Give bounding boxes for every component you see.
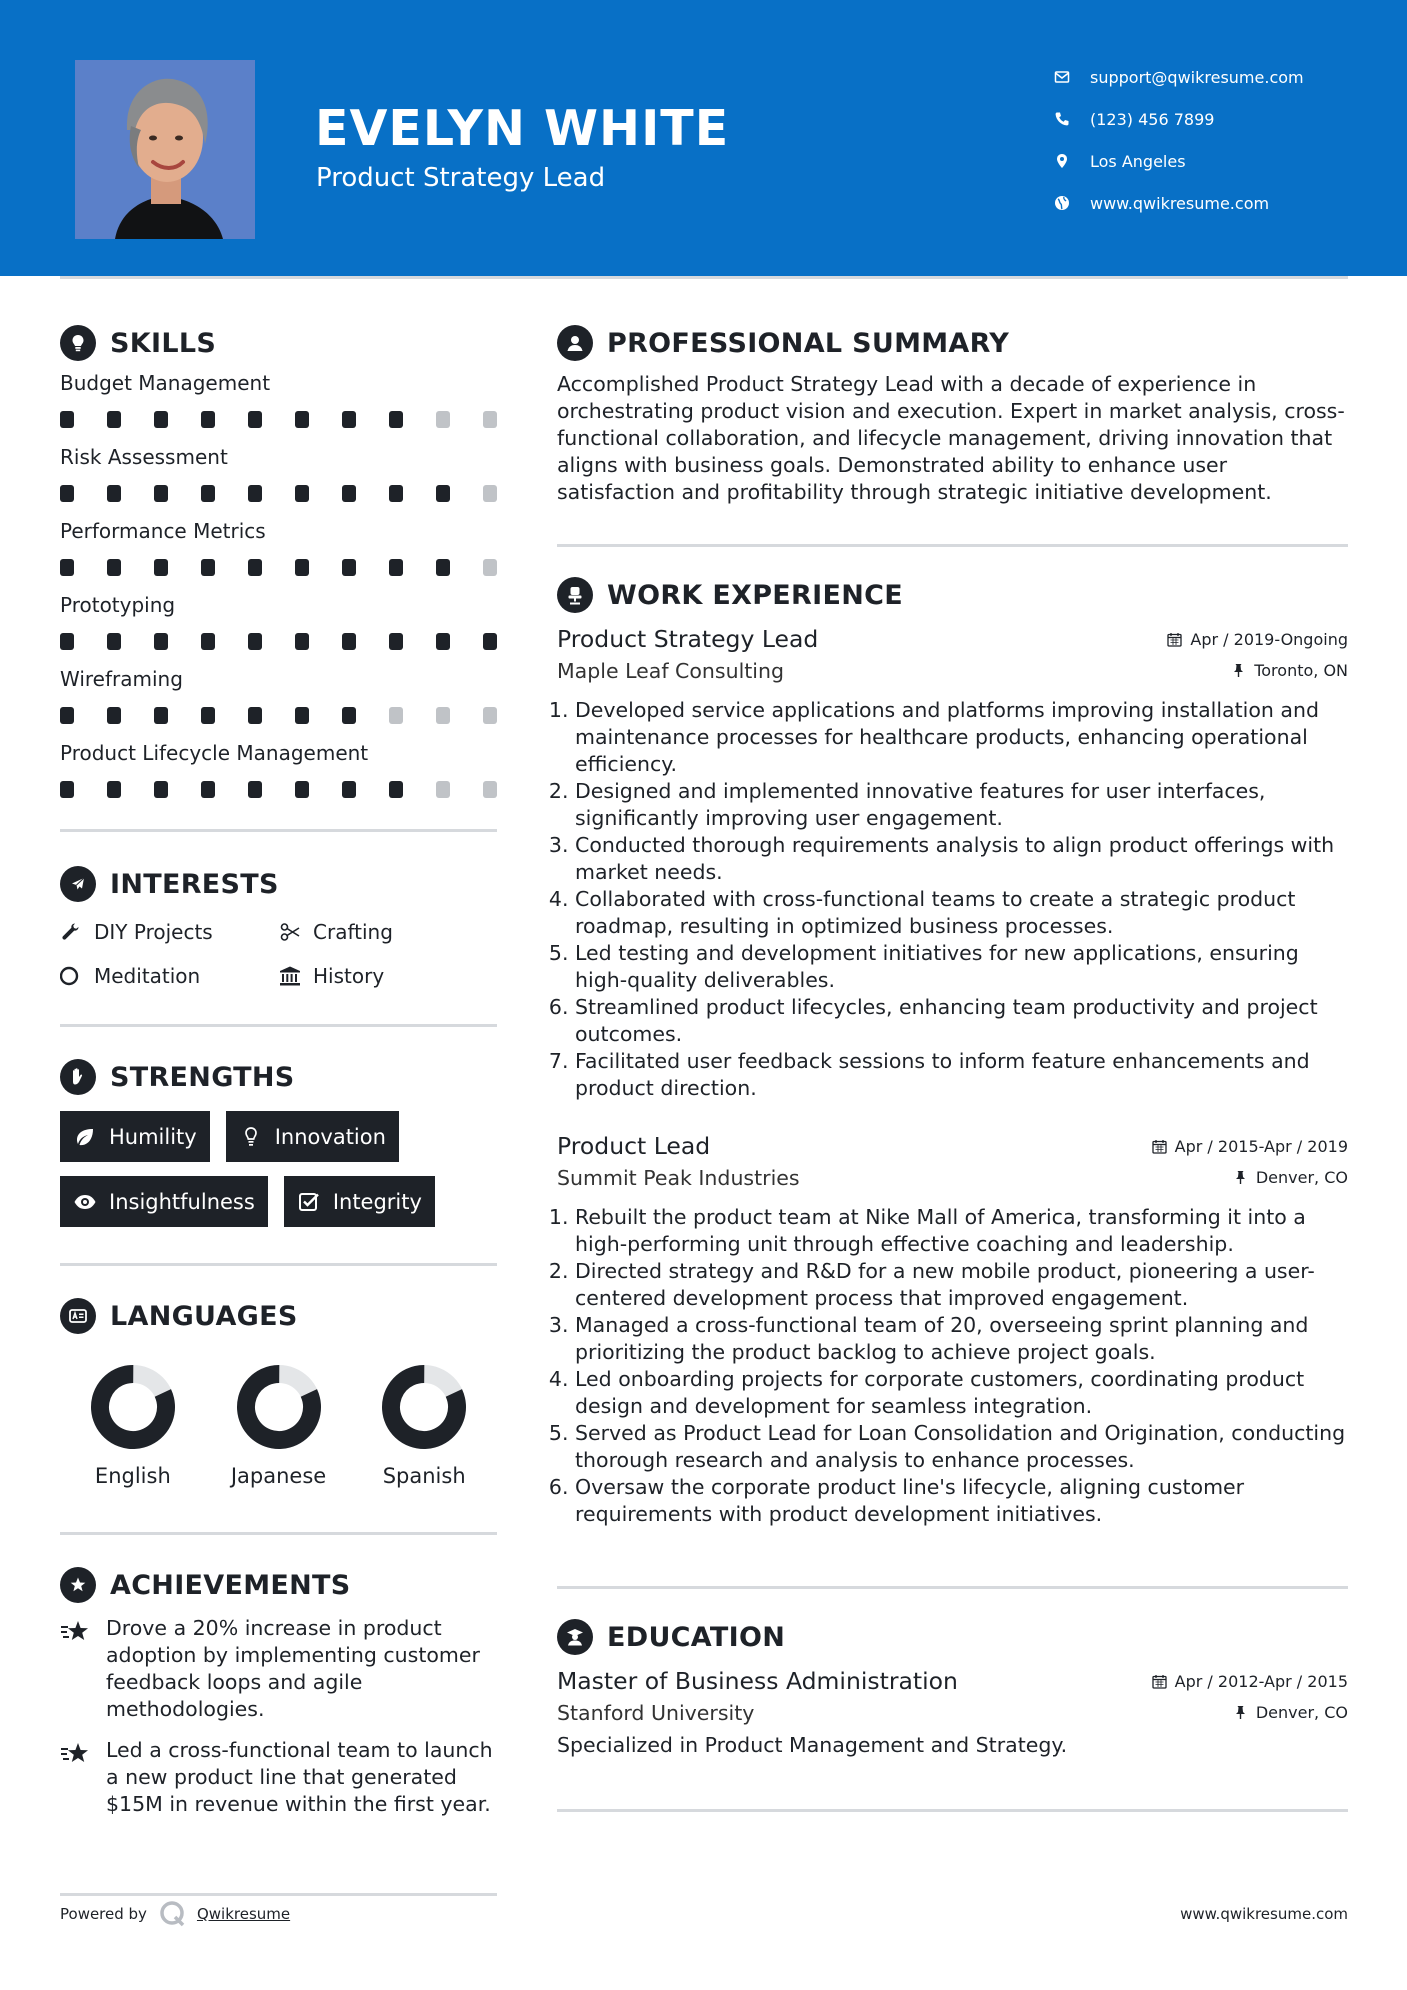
rating-dot-filled bbox=[201, 485, 215, 502]
scissors-icon bbox=[279, 921, 301, 943]
languages-list bbox=[60, 1364, 497, 1488]
qwikresume-logo-icon bbox=[159, 1900, 187, 1928]
rating-dot-empty bbox=[483, 707, 497, 724]
map-pin-icon bbox=[1054, 153, 1070, 169]
rating-dot-filled bbox=[342, 411, 356, 428]
section-divider bbox=[557, 544, 1348, 547]
rating-dot-filled bbox=[107, 781, 121, 798]
job-location-text: Toronto, ON bbox=[1254, 661, 1348, 680]
eye-icon bbox=[73, 1190, 97, 1214]
job-entry bbox=[557, 625, 1348, 1102]
job-company: Maple Leaf Consulting bbox=[557, 659, 785, 683]
interests-list bbox=[60, 918, 497, 990]
rating-dot-filled bbox=[342, 485, 356, 502]
rating-dot-filled bbox=[248, 707, 262, 724]
rating-dot-filled bbox=[107, 485, 121, 502]
job-location-text: Denver, CO bbox=[1255, 1168, 1348, 1187]
rating-dot-filled bbox=[295, 633, 309, 650]
rating-dot-filled bbox=[248, 633, 262, 650]
language-gauge bbox=[90, 1364, 176, 1450]
rating-dot-filled bbox=[295, 781, 309, 798]
skill-name: Performance Metrics bbox=[60, 519, 266, 543]
interests-section bbox=[60, 864, 497, 990]
graduate-icon bbox=[557, 1619, 593, 1655]
rating-dot-empty bbox=[436, 411, 450, 428]
summary-section bbox=[557, 323, 1348, 506]
achievement-item bbox=[60, 1615, 497, 1723]
skill-rating bbox=[60, 781, 497, 807]
brand-link[interactable]: Qwikresume bbox=[196, 1905, 291, 1923]
rating-dot-filled bbox=[154, 633, 168, 650]
museum-icon bbox=[279, 965, 301, 987]
rating-dot-filled bbox=[60, 633, 74, 650]
lightbulb-icon bbox=[239, 1125, 263, 1149]
skill-name: Budget Management bbox=[60, 371, 271, 395]
duty-item: 2. Directed strategy and R&D for a new mobile product, pioneering a user-centered development process that improved engagement. bbox=[575, 1258, 1348, 1312]
education-dates bbox=[1152, 1672, 1348, 1691]
portrait-image bbox=[75, 60, 255, 239]
envelope-icon bbox=[1054, 69, 1070, 85]
powered-by bbox=[60, 1900, 497, 1928]
rating-dot-empty bbox=[483, 559, 497, 576]
skill-item bbox=[60, 519, 497, 585]
skill-item bbox=[60, 741, 497, 807]
interest-item bbox=[279, 918, 497, 946]
job-role: Product Strategy Lead bbox=[557, 625, 819, 653]
job-duties bbox=[557, 1204, 1348, 1528]
pushpin-icon bbox=[1231, 663, 1246, 678]
section-divider bbox=[60, 1024, 497, 1027]
education-section bbox=[557, 1617, 1348, 1757]
strength-label: Integrity bbox=[332, 1189, 422, 1214]
interest-item bbox=[279, 962, 497, 990]
office-chair-icon bbox=[557, 577, 593, 613]
strength-label: Insightfulness bbox=[109, 1189, 255, 1214]
right-column bbox=[557, 323, 1348, 1812]
rating-dot-filled bbox=[342, 559, 356, 576]
language-gauge bbox=[381, 1364, 467, 1450]
rating-dot-filled bbox=[483, 633, 497, 650]
rating-dot-filled bbox=[248, 559, 262, 576]
rating-dot-filled bbox=[389, 781, 403, 798]
paper-plane-icon bbox=[60, 866, 96, 902]
interest-label: Meditation bbox=[94, 964, 201, 988]
contact-phone[interactable] bbox=[1054, 98, 1304, 140]
skill-item bbox=[60, 667, 497, 733]
candidate-name: EVELYN WHITE bbox=[315, 100, 730, 157]
skills-section bbox=[60, 323, 497, 807]
achievement-text: Led a cross-functional team to launch a new product line that generated $15M in revenue within the first year. bbox=[106, 1738, 493, 1816]
achievements-list bbox=[60, 1615, 497, 1818]
language-item bbox=[60, 1364, 206, 1488]
phone-icon bbox=[1054, 111, 1070, 127]
rating-dot-filled bbox=[295, 485, 309, 502]
rating-dot-empty bbox=[389, 707, 403, 724]
footer-divider bbox=[60, 1893, 497, 1896]
contact-location bbox=[1054, 140, 1304, 182]
gauge-fill bbox=[236, 1364, 322, 1450]
profile-photo bbox=[75, 60, 255, 239]
strength-tag bbox=[226, 1111, 399, 1162]
skill-item bbox=[60, 593, 497, 659]
summary-title: PROFESSIONAL SUMMARY bbox=[607, 327, 1010, 359]
skill-name: Prototyping bbox=[60, 593, 176, 617]
skill-name: Product Lifecycle Management bbox=[60, 741, 369, 765]
duty-item: 4. Collaborated with cross-functional teams to create a strategic product roadmap, resulting in optimized business processes. bbox=[575, 886, 1348, 940]
rating-dot-filled bbox=[389, 633, 403, 650]
job-duties bbox=[557, 697, 1348, 1102]
skill-rating bbox=[60, 559, 497, 585]
contact-location-text: Los Angeles bbox=[1090, 151, 1186, 171]
experience-section bbox=[557, 575, 1348, 1528]
language-gauge bbox=[236, 1364, 322, 1450]
languages-section bbox=[60, 1296, 497, 1488]
rating-dot-filled bbox=[436, 633, 450, 650]
interest-item bbox=[60, 918, 279, 946]
rating-dot-filled bbox=[154, 707, 168, 724]
interest-label: DIY Projects bbox=[94, 920, 213, 944]
footer-website[interactable]: www.qwikresume.com bbox=[1180, 1905, 1348, 1923]
achievements-title: ACHIEVEMENTS bbox=[110, 1569, 351, 1601]
strength-tag bbox=[60, 1176, 268, 1227]
rating-dot-filled bbox=[107, 559, 121, 576]
rating-dot-filled bbox=[248, 485, 262, 502]
strengths-list bbox=[60, 1111, 497, 1227]
rating-dot-empty bbox=[436, 707, 450, 724]
wrench-icon bbox=[60, 921, 82, 943]
skill-item bbox=[60, 371, 497, 437]
gauge-fill bbox=[381, 1364, 467, 1450]
language-name: English bbox=[94, 1464, 171, 1488]
interest-label: Crafting bbox=[313, 920, 393, 944]
gauge-fill bbox=[90, 1364, 176, 1450]
skills-list bbox=[60, 371, 497, 807]
strength-tag bbox=[60, 1111, 210, 1162]
pushpin-icon bbox=[1233, 1705, 1248, 1720]
rating-dot-filled bbox=[389, 485, 403, 502]
contact-email-text: support@qwikresume.com bbox=[1090, 67, 1304, 87]
strength-label: Humility bbox=[109, 1124, 197, 1149]
left-column bbox=[60, 323, 497, 1818]
calendar-icon bbox=[1167, 632, 1182, 647]
section-divider bbox=[557, 1809, 1348, 1812]
rating-dot-filled bbox=[295, 411, 309, 428]
language-name: Spanish bbox=[382, 1464, 466, 1488]
rating-dot-empty bbox=[483, 781, 497, 798]
rating-dot-empty bbox=[483, 411, 497, 428]
contact-email[interactable] bbox=[1054, 56, 1304, 98]
skill-rating bbox=[60, 707, 497, 733]
hand-icon bbox=[60, 1059, 96, 1095]
rating-dot-filled bbox=[154, 781, 168, 798]
candidate-title: Product Strategy Lead bbox=[316, 163, 606, 193]
pushpin-icon bbox=[1233, 1170, 1248, 1185]
education-dates-text: Apr / 2012-Apr / 2015 bbox=[1174, 1672, 1348, 1691]
header-band bbox=[0, 0, 1407, 276]
contact-list bbox=[1054, 56, 1304, 224]
duty-item: 5. Led testing and development initiatives for new applications, ensuring high-quality deliverables. bbox=[575, 940, 1348, 994]
job-dates-text: Apr / 2015-Apr / 2019 bbox=[1174, 1137, 1348, 1156]
interest-item bbox=[60, 962, 279, 990]
rating-dot-filled bbox=[107, 633, 121, 650]
job-entry bbox=[557, 1132, 1348, 1528]
education-description: Specialized in Product Management and Strategy. bbox=[557, 1733, 1068, 1757]
rating-dot-filled bbox=[60, 559, 74, 576]
rating-dot-filled bbox=[436, 559, 450, 576]
language-icon bbox=[60, 1298, 96, 1334]
calendar-icon bbox=[1152, 1674, 1167, 1689]
globe-icon bbox=[1054, 195, 1070, 211]
section-divider bbox=[557, 1586, 1348, 1589]
job-dates bbox=[1167, 630, 1348, 649]
duty-item: 5. Served as Product Lead for Loan Consolidation and Origination, conducting thorough research and analysis to enhance processes. bbox=[575, 1420, 1348, 1474]
job-role: Product Lead bbox=[557, 1132, 711, 1160]
rating-dot-empty bbox=[483, 485, 497, 502]
job-dates-text: Apr / 2019-Ongoing bbox=[1190, 630, 1348, 649]
rating-dot-filled bbox=[201, 411, 215, 428]
section-divider bbox=[60, 1263, 497, 1266]
shooting-star-icon bbox=[60, 1741, 92, 1769]
education-location bbox=[1233, 1703, 1348, 1722]
rating-dot-filled bbox=[342, 707, 356, 724]
language-name: Japanese bbox=[230, 1464, 327, 1488]
job-location bbox=[1231, 661, 1348, 680]
duty-item: 3. Conducted thorough requirements analysis to align product offerings with market needs. bbox=[575, 832, 1348, 886]
interests-title: INTERESTS bbox=[110, 868, 279, 900]
rating-dot-filled bbox=[154, 411, 168, 428]
section-divider bbox=[60, 829, 497, 832]
skill-rating bbox=[60, 633, 497, 659]
interest-label: History bbox=[313, 964, 385, 988]
leaf-icon bbox=[73, 1125, 97, 1149]
degree-name: Master of Business Administration bbox=[557, 1667, 958, 1695]
powered-by-label: Powered by bbox=[60, 1905, 147, 1923]
rating-dot-filled bbox=[248, 411, 262, 428]
skill-item bbox=[60, 445, 497, 511]
achievement-text: Drove a 20% increase in product adoption by implementing customer feedback loops and agile methodologies. bbox=[106, 1616, 480, 1721]
calendar-icon bbox=[1152, 1139, 1167, 1154]
rating-dot-filled bbox=[154, 559, 168, 576]
summary-text: Accomplished Product Strategy Lead with a decade of experience in orchestrating product vision and execution. Expert in market analysis, cross-functional collaboration, and lifecycle management, driving innovation that aligns with business goals. Demonstrated ability to enhance user satisfaction and profitability through strategic initiative development. bbox=[557, 372, 1345, 504]
education-location-text: Denver, CO bbox=[1255, 1703, 1348, 1722]
rating-dot-filled bbox=[342, 633, 356, 650]
strengths-title: STRENGTHS bbox=[110, 1061, 295, 1093]
language-item bbox=[351, 1364, 497, 1488]
duty-item: 1. Developed service applications and platforms improving installation and maintenance processes for healthcare products, enhancing operational efficiency. bbox=[575, 697, 1348, 778]
rating-dot-filled bbox=[154, 485, 168, 502]
skill-rating bbox=[60, 411, 497, 437]
duty-item: 4. Led onboarding projects for corporate customers, coordinating product design and development for seamless integration. bbox=[575, 1366, 1348, 1420]
shooting-star-icon bbox=[60, 1619, 92, 1647]
rating-dot-filled bbox=[60, 707, 74, 724]
skill-rating bbox=[60, 485, 497, 511]
duty-item: 2. Designed and implemented innovative features for user interfaces, significantly improving user engagement. bbox=[575, 778, 1348, 832]
checkbox-icon bbox=[297, 1190, 321, 1214]
rating-dot-filled bbox=[342, 781, 356, 798]
rating-dot-filled bbox=[107, 411, 121, 428]
header-divider bbox=[60, 276, 1348, 279]
duty-item: 1. Rebuilt the product team at Nike Mall of America, transforming it into a high-performing unit through effective coaching and leadership. bbox=[575, 1204, 1348, 1258]
rating-dot-filled bbox=[295, 559, 309, 576]
rating-dot-filled bbox=[248, 781, 262, 798]
rating-dot-filled bbox=[201, 781, 215, 798]
rating-dot-filled bbox=[436, 485, 450, 502]
rating-dot-filled bbox=[60, 781, 74, 798]
languages-title: LANGUAGES bbox=[110, 1300, 298, 1332]
strength-tag bbox=[284, 1176, 435, 1227]
rating-dot-filled bbox=[201, 633, 215, 650]
user-icon bbox=[557, 325, 593, 361]
duty-item: 3. Managed a cross-functional team of 20, overseeing sprint planning and prioritizing the product backlog to achieve project goals. bbox=[575, 1312, 1348, 1366]
rating-dot-filled bbox=[389, 559, 403, 576]
strength-label: Innovation bbox=[274, 1124, 386, 1149]
skill-name: Risk Assessment bbox=[60, 445, 228, 469]
job-company: Summit Peak Industries bbox=[557, 1166, 800, 1190]
circle-icon bbox=[60, 965, 82, 987]
contact-website-text: www.qwikresume.com bbox=[1090, 193, 1270, 213]
school-name: Stanford University bbox=[557, 1701, 755, 1725]
job-location bbox=[1233, 1168, 1348, 1187]
rating-dot-filled bbox=[201, 707, 215, 724]
rating-dot-filled bbox=[107, 707, 121, 724]
experience-title: WORK EXPERIENCE bbox=[607, 579, 903, 611]
rating-dot-filled bbox=[295, 707, 309, 724]
section-divider bbox=[60, 1532, 497, 1535]
lightbulb-icon bbox=[60, 325, 96, 361]
rating-dot-filled bbox=[60, 411, 74, 428]
education-title: EDUCATION bbox=[607, 1621, 786, 1653]
duty-item: 6. Oversaw the corporate product line's lifecycle, aligning customer requirements with product development initiatives. bbox=[575, 1474, 1348, 1528]
rating-dot-filled bbox=[389, 411, 403, 428]
job-dates bbox=[1152, 1137, 1348, 1156]
skill-name: Wireframing bbox=[60, 667, 183, 691]
achievements-section bbox=[60, 1565, 497, 1818]
contact-phone-text: (123) 456 7899 bbox=[1090, 109, 1215, 129]
language-item bbox=[206, 1364, 352, 1488]
rating-dot-filled bbox=[201, 559, 215, 576]
rating-dot-filled bbox=[60, 485, 74, 502]
achievement-item bbox=[60, 1737, 497, 1818]
strengths-section bbox=[60, 1057, 497, 1227]
duty-item: 6. Streamlined product lifecycles, enhancing team productivity and project outcomes. bbox=[575, 994, 1348, 1048]
contact-website[interactable] bbox=[1054, 182, 1304, 224]
star-badge-icon bbox=[60, 1567, 96, 1603]
duty-item: 7. Facilitated user feedback sessions to inform feature enhancements and product direction. bbox=[575, 1048, 1348, 1102]
rating-dot-empty bbox=[436, 781, 450, 798]
skills-title: SKILLS bbox=[110, 327, 217, 359]
